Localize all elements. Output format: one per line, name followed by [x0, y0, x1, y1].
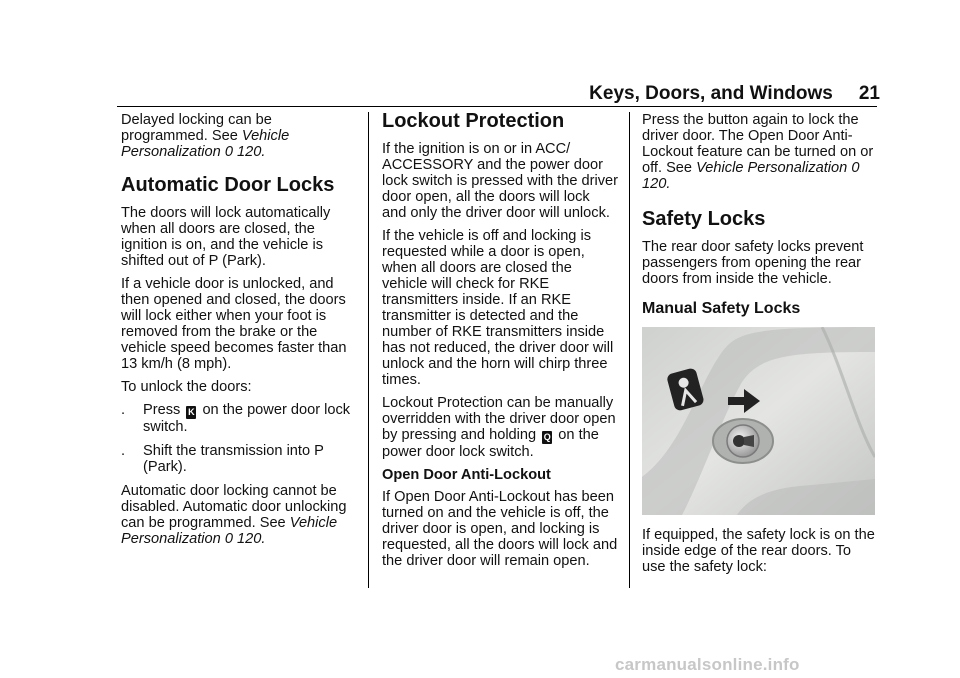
cross-reference-link[interactable]: Vehicle Personalization 0 120. — [121, 515, 338, 547]
column-2 — [382, 110, 618, 576]
safety-lock-photo — [642, 327, 875, 515]
list-item: . Shift the transmission into P (Park). — [121, 443, 324, 475]
paragraph: The rear door safety locks prevent passengers from opening the rear doors from inside the vehicle. — [642, 239, 864, 287]
watermark: carmanualsonline.info — [615, 655, 800, 674]
section-title: Keys, Doors, and Windows — [589, 83, 833, 104]
paragraph: To unlock the doors: — [121, 379, 252, 395]
lock-knob[interactable] — [713, 419, 773, 463]
paragraph: The doors will lock automatically when all doors are closed, the ignition is on, and the vehicle is shifted out of P (Park). — [121, 205, 331, 269]
paragraph: Automatic door locking cannot be disabled. Automatic door unlocking can be programmed. See Vehicle Personalization 0 120. — [121, 483, 347, 547]
column-divider — [629, 112, 630, 588]
bullet: . — [121, 443, 126, 459]
heading-manual-safety-locks: Manual Safety Locks — [642, 300, 801, 317]
page-ref-icon: 0 — [224, 531, 233, 547]
paragraph: If a vehicle door is unlocked, and then opened and closed, the doors will lock either when your foot is removed from the brake or the vehicle speed becomes faster than 13 km/h (8 mph). — [121, 276, 347, 372]
column-1 — [121, 112, 357, 554]
paragraph: Lockout Protection can be manually overridden with the driver door open by pressing and holding Q on the power door lock switch. — [382, 395, 616, 460]
unlock-icon: K — [188, 407, 195, 417]
bullet: . — [121, 402, 126, 418]
paragraph: Press the button again to lock the driver door. The Open Door Anti-Lockout feature can be turned on or off. See Vehicle Personalization 0 120. — [642, 112, 874, 192]
paragraph: If equipped, the safety lock is on the inside edge of the rear doors. To use the safety lock: — [642, 527, 875, 575]
page-ref-icon: 0 — [224, 144, 233, 160]
lock-icon: Q — [543, 432, 551, 442]
paragraph: If the vehicle is off and locking is requested while a door is open, when all doors are closed the vehicle will check for RKE transmitters inside. If an RKE transmitter is detected and the number of RKE transmitters inside has not reduced, the driver door will unlock and the horn will chirp three times. — [382, 228, 614, 388]
list-item: . Press K on the power door lock switch. — [121, 402, 351, 435]
page-ref-icon: 0 — [851, 160, 860, 176]
column-divider — [368, 112, 369, 588]
page-number: 21 — [858, 83, 880, 104]
page-header — [560, 83, 880, 105]
heading-open-door-anti-lockout: Open Door Anti-Lockout — [382, 467, 551, 483]
cross-reference-link[interactable]: Vehicle Personalization 0 120. — [121, 128, 290, 160]
header-rule — [117, 106, 877, 107]
heading-automatic-door-locks: Automatic Door Locks — [121, 174, 335, 196]
heading-lockout-protection: Lockout Protection — [382, 110, 565, 132]
cross-reference-link[interactable]: Vehicle Personalization 0 120. — [642, 160, 860, 192]
column-3 — [642, 112, 878, 582]
intro-paragraph: Delayed locking can be programmed. See Vehicle Personalization 0 120. — [121, 112, 290, 160]
paragraph: If the ignition is on or in ACC/ ACCESSORY and the power door lock switch is pressed with the driver door open, all the doors will lock and only the driver door will unlock. — [382, 141, 619, 221]
paragraph: If Open Door Anti-Lockout has been turned on and the vehicle is off, the driver door is open, and locking is requested, all the doors will lock and the driver door will remain open. — [382, 489, 618, 569]
heading-safety-locks: Safety Locks — [642, 208, 766, 230]
